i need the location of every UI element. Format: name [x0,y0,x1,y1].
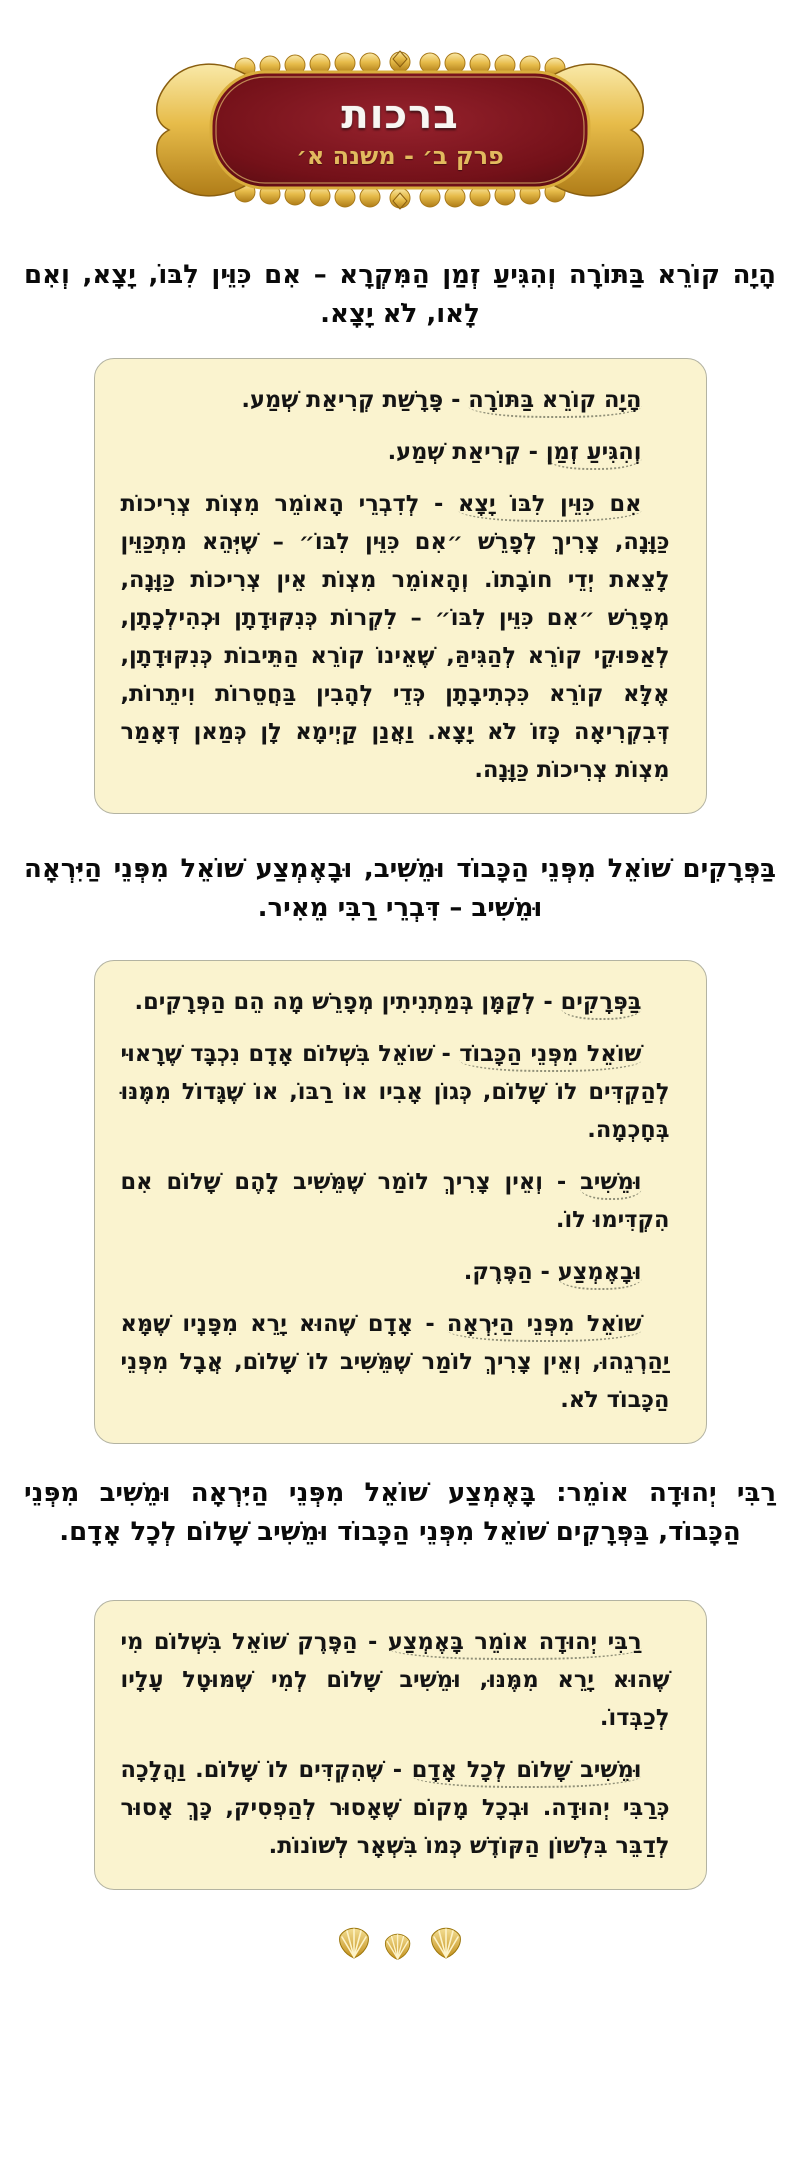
commentary-body: - לְקַמָּן בְּמַתְנִיתִין מְפָרֵשׁ מָה הֵם הַפְּרָקִים. [134,989,553,1015]
commentary-2-paragraph-1 [121,983,670,1021]
commentary-2-paragraph-4 [121,1253,670,1291]
commentary-body: - קְרִיאַת שְׁמַע. [387,439,538,465]
commentary-box-1 [94,358,707,814]
commentary-body: - הַפֶּרֶק שׁוֹאֵל בִּשְׁלוֹם מִי שֶׁהוּא יָרֵא מִמֶּנּוּ, וּמֵשִׁיב שָׁלוֹם לְמִי שֶׁמּוּטָל עָלָיו לְכַבְּדוֹ. [120,1629,670,1731]
commentary-body: - לְדִבְרֵי הָאוֹמֵר מִצְוֹת צְרִיכוֹת כַּוָּנָה, צָרִיךְ לְפָרֵשׁ ״אִם כִּוֵּין לִבּוֹ״ – שֶׁיְּהֵא מִתְכַּוֵּין לָצֵאת יְדֵי חוֹבָתוֹ. וְהָאוֹמֵר מִצְוֹת אֵין צְרִיכוֹת כַּוָּנָה, מְפָרֵשׁ ״אִם כִּוֵּין לִבּוֹ״ – לִקְרוֹת כְּנִקּוּדָתָן וּכְהִילְכָתָן, לְאַפּוּקֵי קוֹרֵא לְהַגִּיהַּ, שֶׁאֵינוֹ קוֹרֵא הַתֵּיבוֹת כְּנִקּוּדָתָן, אֶלָּא קוֹרֵא כִּכְתִיבָתָן כְּדֵי לְהָבִין בַּחֲסֵרוֹת וִיתֵרוֹת, דְּבִקְרִיאָה כָּזוֹ לֹא יָצָא. וַאֲנַן קַיְימָא לָן כְּמַאן דְּאָמַר מִצְוֹת צְרִיכוֹת כַּוָּנָה. [120,491,670,783]
dibur-hamatchil: וּמֵשִׁיב [580,1169,641,1200]
dibur-hamatchil: וּמֵשִׁיב שָׁלוֹם לְכָל אָדָם [412,1757,642,1788]
dibur-hamatchil: בַּפְּרָקִים [561,989,642,1020]
commentary-body: - פָּרָשַׁת קְרִיאַת שְׁמַע. [241,387,461,413]
commentary-body: - שׁוֹאֵל בִּשְׁלוֹם אָדָם נִכְבָּד שֶׁרָאוּי לְהַקְדִּים לוֹ שָׁלוֹם, כְּגוֹן אָבִיו אוֹ רַבּוֹ, אוֹ שֶׁגָּדוֹל מִמֶּנּוּ בְּחָכְמָה. [120,1041,670,1143]
commentary-1-paragraph-2 [121,433,670,471]
shells-icon [338,1924,462,1964]
footer-ornament [338,1924,462,1964]
dibur-hamatchil: וּבָאֶמְצַע [558,1259,642,1290]
dibur-hamatchil: הָיָה קוֹרֵא בַּתּוֹרָה [468,387,641,418]
commentary-1-paragraph-3 [121,485,670,789]
page [0,50,800,1964]
dibur-hamatchil: וְהִגִּיעַ זְמַן [546,439,642,470]
commentary-3-paragraph-2 [121,1751,670,1865]
masechet-title: ברכות [341,92,459,138]
mishnah-text-2: בַּפְּרָקִים שׁוֹאֵל מִפְּנֵי הַכָּבוֹד וּמֵשִׁיב, וּבָאֶמְצַע שׁוֹאֵל מִפְּנֵי הַיִּרְאָה וּמֵשִׁיב – דִּבְרֵי רַבִּי מֵאִיר. [24,854,776,923]
commentary-2-paragraph-2 [121,1035,670,1149]
chapter-mishnah-label: פרק ב׳ - משנה א׳ [296,142,504,170]
commentary-2-paragraph-5 [121,1305,670,1419]
mishnah-text-1: הָיָה קוֹרֵא בַּתּוֹרָה וְהִגִּיעַ זְמַן הַמִּקְרָא – אִם כִּוֵּין לִבּוֹ, יָצָא, וְאִם לָאו, לֹא יָצָא. [24,260,776,329]
commentary-body: - אָדָם שֶׁהוּא יָרֵא מִפָּנָיו שֶׁמָּא יַהַרְגֵהוּ, וְאֵין צָרִיךְ לוֹמַר שֶׁמֵּשִׁיב לוֹ שָׁלוֹם, אֲבָל מִפְּנֵי הַכָּבוֹד לֹא. [120,1311,670,1413]
commentary-box-2 [94,960,707,1444]
commentary-box-3 [94,1600,707,1890]
commentary-3-paragraph-1 [121,1623,670,1737]
mishnah-text-3: רַבִּי יְהוּדָה אוֹמֵר: בָּאֶמְצַע שׁוֹאֵל מִפְּנֵי הַיִּרְאָה וּמֵשִׁיב מִפְּנֵי הַכָּבוֹד, בַּפְּרָקִים שׁוֹאֵל מִפְּנֵי הַכָּבוֹד וּמֵשִׁיב שָׁלוֹם לְכָל אָדָם. [24,1478,776,1547]
dibur-hamatchil: רַבִּי יְהוּדָה אוֹמֵר בָּאֶמְצַע [388,1629,642,1660]
commentary-body: - וְאֵין צָרִיךְ לוֹמַר שֶׁמֵּשִׁיב לָהֶם שָׁלוֹם אִם הִקְדִּימוּ לוֹ. [120,1169,670,1233]
commentary-2-paragraph-3 [121,1163,670,1239]
banner-text [145,50,655,210]
commentary-body: - הַפֶּרֶק. [463,1259,550,1285]
masechet-banner [145,50,655,210]
dibur-hamatchil: אִם כִּוֵּין לִבּוֹ יָצָא [458,491,642,522]
commentary-1-paragraph-1 [121,381,670,419]
dibur-hamatchil: שׁוֹאֵל מִפְּנֵי הַכָּבוֹד [459,1041,641,1072]
commentary-body: - שֶׁהִקְדִּים לוֹ שָׁלוֹם. וַהֲלָכָה כְּרַבִּי יְהוּדָה. וּבְכָל מָקוֹם שֶׁאָסוּר לְהַפְסִיק, כָּךְ אָסוּר לְדַבֵּר בִּלְשׁוֹן הַקּוֹדֶשׁ כְּמוֹ בִּשְׁאָר לְשׁוֹנוֹת. [120,1757,670,1859]
dibur-hamatchil: שׁוֹאֵל מִפְּנֵי הַיִּרְאָה [447,1311,642,1342]
